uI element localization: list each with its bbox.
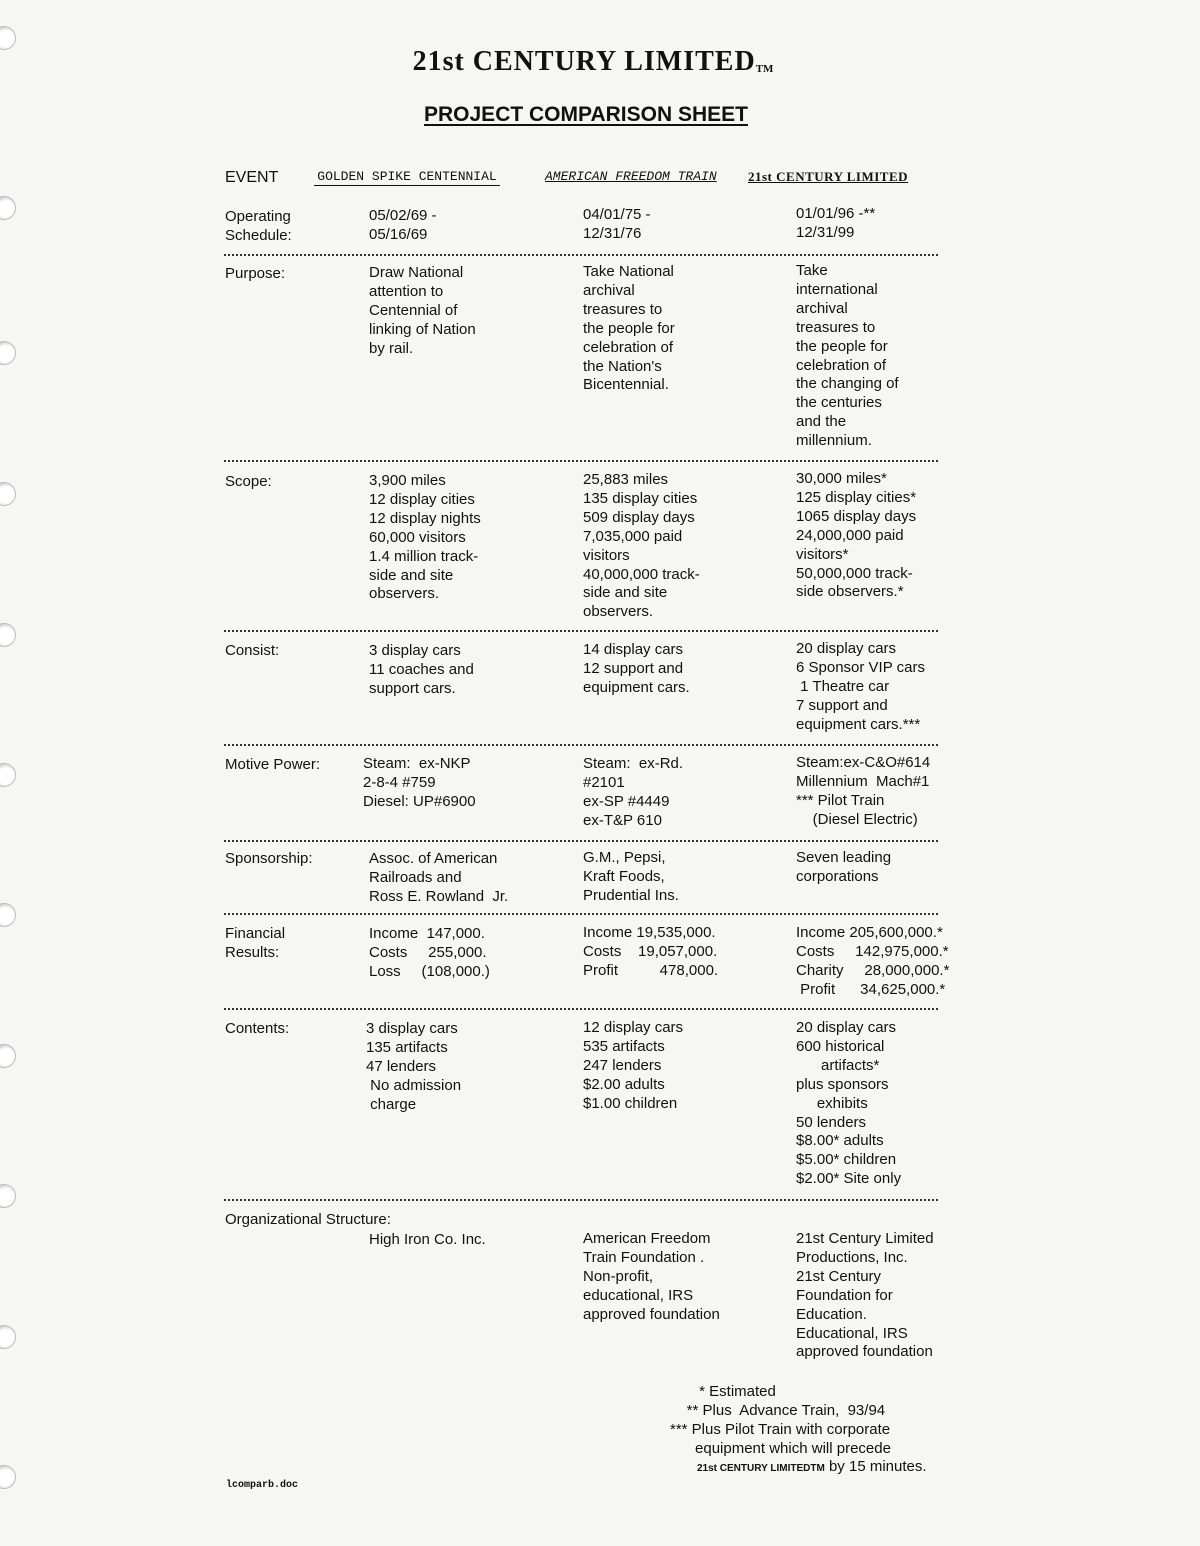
row-divider xyxy=(224,630,938,632)
row-label-organizational-structure: Organizational Structure: xyxy=(225,1211,391,1228)
page-subtitle: PROJECT COMPARISON SHEET xyxy=(424,103,748,126)
cell-21st-century-limited: 30,000 miles* 125 display cities* 1065 display days 24,000,000 paid visitors* 50,000,000 track- side observers.* xyxy=(796,470,917,601)
row-label-motive-power: Motive Power: xyxy=(225,756,321,773)
file-name: lcomparb.doc xyxy=(226,1480,299,1491)
cell-american-freedom-train: G.M., Pepsi, Kraft Foods, Prudential Ins. xyxy=(583,849,679,904)
cell-american-freedom-train: American Freedom Train Foundation . Non-profit, educational, IRS approved foundation xyxy=(583,1230,720,1323)
cell-golden-spike: Steam: ex-NKP 2-8-4 #759 Diesel: UP#6900 xyxy=(363,755,476,810)
cell-golden-spike: 3 display cars 11 coaches and support cars. xyxy=(369,642,474,697)
cell-golden-spike: Assoc. of American Railroads and Ross E. Rowland Jr. xyxy=(369,850,509,905)
binder-hole xyxy=(0,1044,16,1068)
footnote-tail: by 15 minutes. xyxy=(824,1458,927,1475)
row-divider xyxy=(224,744,938,746)
cell-golden-spike: 3,900 miles 12 display cities 12 display nights 60,000 visitors 1.4 million track- side and site observers. xyxy=(369,472,481,603)
cell-21st-century-limited: Seven leading corporations xyxy=(796,849,892,885)
row-divider xyxy=(224,913,938,915)
footnote-last-line xyxy=(697,1458,927,1475)
cell-american-freedom-train: 14 display cars 12 support and equipment cars. xyxy=(583,641,690,696)
cell-american-freedom-train: 04/01/75 - 12/31/76 xyxy=(583,206,651,242)
cell-golden-spike: 3 display cars 135 artifacts 47 lenders No admission charge xyxy=(366,1020,462,1113)
binder-hole xyxy=(0,903,16,927)
binder-hole xyxy=(0,341,16,365)
binder-hole xyxy=(0,763,16,787)
cell-21st-century-limited: Income 205,600,000.* Costs 142,975,000.* Charity 28,000,000.* Profit 34,625,000.* xyxy=(796,924,950,998)
cell-21st-century-limited: Steam:ex-C&O#614 Millennium Mach#1 *** Pilot Train (Diesel Electric) xyxy=(796,754,931,828)
column-header-american-freedom-train: AMERICAN FREEDOM TRAIN xyxy=(545,169,717,184)
row-divider xyxy=(224,840,938,842)
cell-golden-spike: High Iron Co. Inc. xyxy=(369,1231,486,1248)
row-label-operating-schedule: Operating Schedule: xyxy=(225,208,292,244)
row-divider xyxy=(224,254,938,256)
cell-golden-spike: Income 147,000. Costs 255,000. Loss (108,000.) xyxy=(369,925,490,980)
column-header-21st-century-limited: 21st CENTURY LIMITED xyxy=(748,169,909,184)
row-label-consist: Consist: xyxy=(225,642,280,659)
binder-hole xyxy=(0,623,16,647)
cell-american-freedom-train: 12 display cars 535 artifacts 247 lenders $2.00 adults $1.00 children xyxy=(583,1019,684,1112)
binder-hole xyxy=(0,196,16,220)
cell-21st-century-limited: 21st Century Limited Productions, Inc. 21st Century Foundation for Education. Educational, IRS approved foundation xyxy=(796,1230,934,1361)
row-label-purpose: Purpose: xyxy=(225,265,286,282)
column-header-golden-spike: GOLDEN SPIKE CENTENNIAL xyxy=(314,169,500,186)
row-label-financial-results: Financial Results: xyxy=(225,925,286,961)
row-label-contents: Contents: xyxy=(225,1020,290,1037)
footnote-brand: 21st CENTURY LIMITEDTM xyxy=(697,1463,825,1474)
cell-american-freedom-train: Take National archival treasures to the people for celebration of the Nation's Bicentennial. xyxy=(583,263,675,394)
binder-hole xyxy=(0,1325,16,1349)
cell-21st-century-limited: 20 display cars 6 Sponsor VIP cars 1 Theatre car 7 support and equipment cars.*** xyxy=(796,640,925,733)
cell-golden-spike: Draw National attention to Centennial of linking of Nation by rail. xyxy=(369,264,476,357)
binder-hole xyxy=(0,482,16,506)
row-divider xyxy=(224,1008,938,1010)
trademark-mark: TM xyxy=(755,63,774,75)
cell-american-freedom-train: Income 19,535,000. Costs 19,057,000. Profit 478,000. xyxy=(583,924,719,979)
cell-american-freedom-train: 25,883 miles 135 display cities 509 display days 7,035,000 paid visitors 40,000,000 track- side and site observers. xyxy=(583,471,700,621)
cell-21st-century-limited: 20 display cars 600 historical artifacts* plus sponsors exhibits 50 lenders $8.00* adults $5.00* children $2.00* Site only xyxy=(796,1019,902,1188)
cell-american-freedom-train: Steam: ex-Rd. #2101 ex-SP #4449 ex-T&P 610 xyxy=(583,755,684,829)
cell-golden-spike: 05/02/69 - 05/16/69 xyxy=(369,207,437,243)
row-divider xyxy=(224,1199,938,1201)
row-label-scope: Scope: xyxy=(225,473,272,490)
cell-21st-century-limited: 01/01/96 -** 12/31/99 xyxy=(796,205,876,241)
footnotes: * Estimated ** Plus Advance Train, 93/94 *** Plus Pilot Train with corporate equipment which will precede xyxy=(670,1383,891,1457)
binder-hole xyxy=(0,1184,16,1208)
cell-21st-century-limited: Take international archival treasures to the people for celebration of the changing of the centuries and the millennium. xyxy=(796,262,899,450)
page-title: 21st CENTURY LIMITEDTM xyxy=(412,46,774,77)
row-label-sponsorship: Sponsorship: xyxy=(225,850,313,867)
column-header-event: EVENT xyxy=(225,169,279,186)
row-divider xyxy=(224,460,938,462)
binder-hole xyxy=(0,1465,16,1489)
